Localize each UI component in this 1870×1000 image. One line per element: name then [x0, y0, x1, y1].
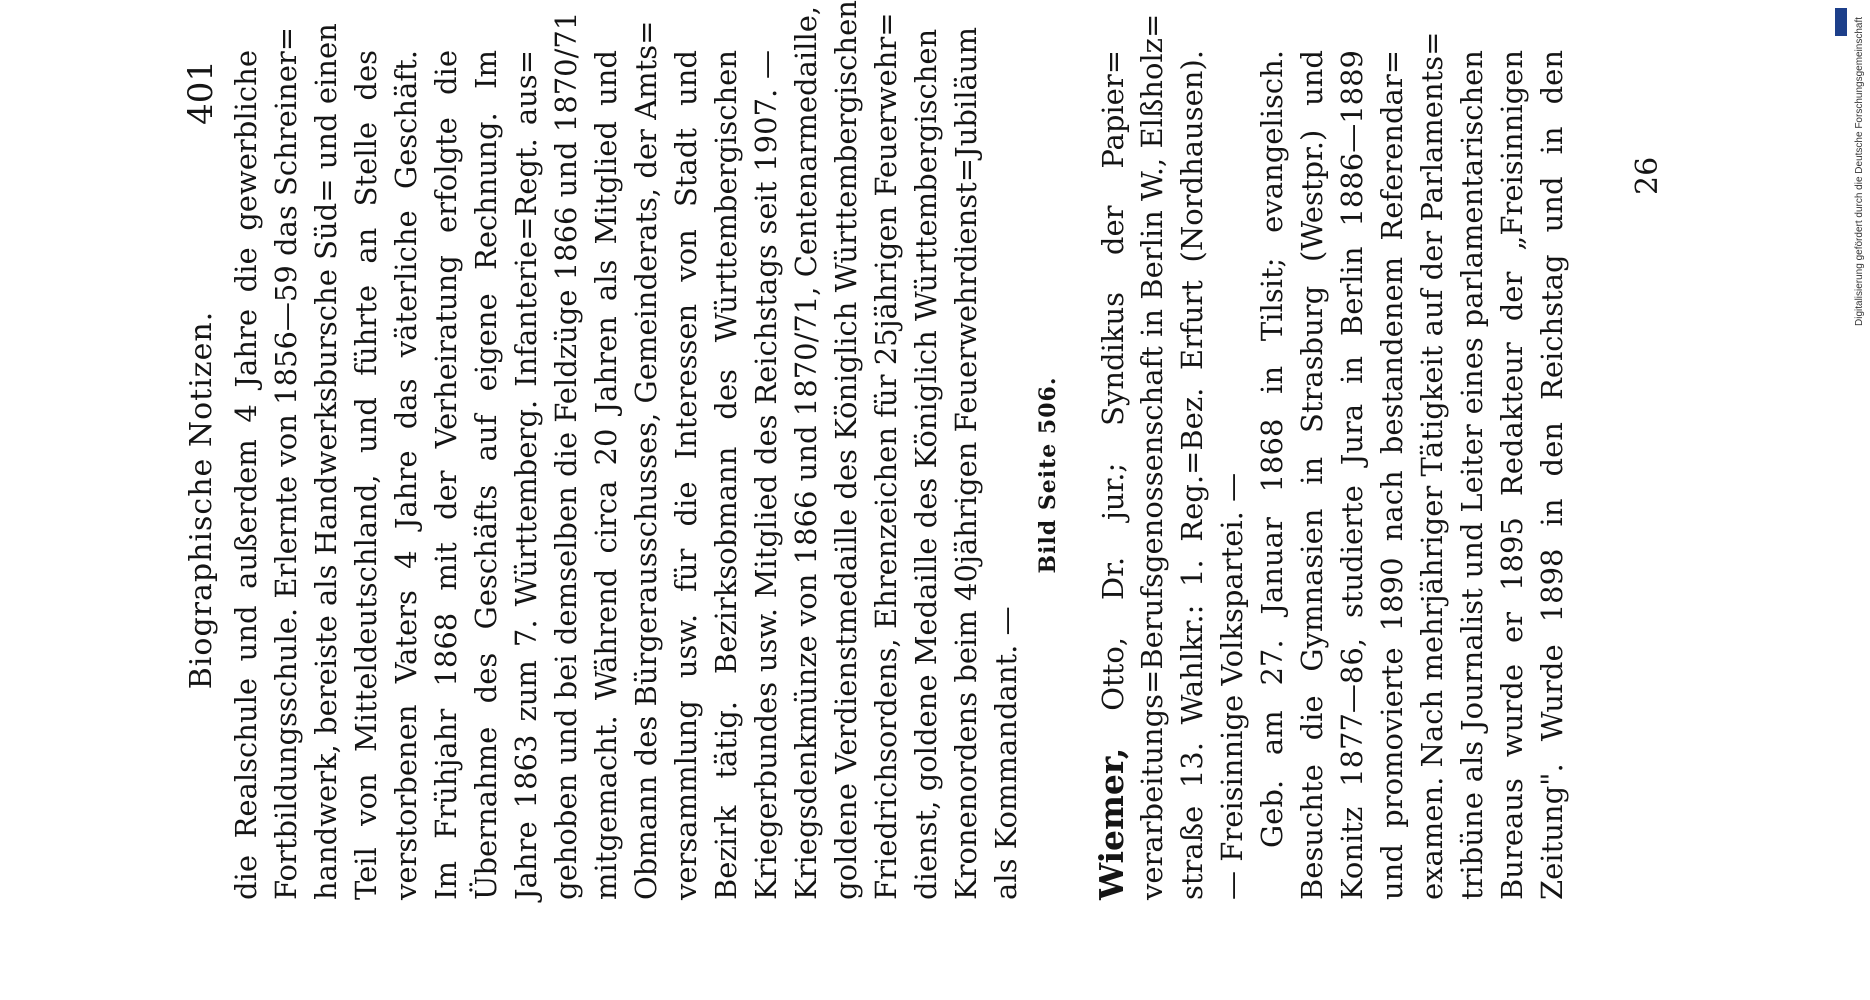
- entry-first-line-text: Otto, Dr. jur.; Syndikus der Papier=: [1096, 50, 1130, 748]
- text-line: verstorbenen Vaters 4 Jahre das väterliche Geschäft.: [389, 50, 423, 900]
- text-line: Fortbildungsschule. Erlernte von 1856—59 das Schreiner=: [269, 26, 303, 900]
- page-number: 401: [181, 60, 221, 125]
- digitization-note: [1830, 8, 1865, 328]
- text-line: als Kommandant. —: [989, 606, 1023, 900]
- text-line: Übernahme des Geschäfts auf eigene Rechnung. Im: [469, 50, 503, 900]
- text-line: die Realschule und außerdem 4 Jahre die gewerbliche: [229, 50, 263, 900]
- text-line: und promovierte 1890 nach bestandenem Referendar=: [1375, 50, 1409, 900]
- text-line: Friedrichsordens, Ehrenzeichen für 25jährigen Feuerwehr=: [869, 12, 903, 900]
- text-line: gehoben und bei demselben die Feldzüge 1866 und 1870/71: [549, 11, 583, 900]
- digitization-note-text: Digitalisierung gefördert durch die Deutsche Forschungsgemeinschaft: [1854, 16, 1865, 326]
- text-line: straße 13. Wahlkr.: 1. Reg.=Bez. Erfurt (Nordhausen).: [1175, 50, 1209, 900]
- text-line: Obmann des Bürgerausschusses, Gemeinderats, der Amts=: [629, 20, 663, 900]
- text-line: Konitz 1877—86, studierte Jura in Berlin 1886—1889: [1335, 50, 1369, 900]
- text-line: Teil von Mitteldeutschland, und führte an Stelle des: [349, 50, 383, 900]
- entry-first-line: [1092, 50, 1132, 900]
- text-line: Bezirk tätig. Bezirksobmann des Württembergischen: [709, 50, 743, 900]
- text-line: Kriegerbundes usw. Mitglied des Reichstags seit 1907. —: [749, 50, 783, 900]
- text-line: Zeitung". Wurde 1898 in den Reichstag und in den: [1535, 50, 1569, 900]
- entry-name: Wiemer,: [1092, 747, 1131, 900]
- running-head: Biographische Notizen.: [183, 310, 219, 690]
- text-line: — Freisinnige Volkspartei. —: [1215, 472, 1249, 900]
- text-line: goldene Verdienstmedaille des Königlich Württembergischen: [829, 0, 863, 900]
- text-line: versammlung usw. für die Interessen von Stadt und: [669, 50, 703, 900]
- text-line: tribüne als Journalist und Leiter eines parlamentarischen: [1455, 50, 1489, 900]
- section-gap: [1070, 50, 1092, 900]
- body-text: [226, 0, 1572, 900]
- text-line: Jahre 1863 zum 7. Württemberg. Infanterie=Regt. aus=: [509, 50, 543, 900]
- text-line: Besuchte die Gymnasien in Strasburg (Westpr.) und: [1295, 50, 1329, 900]
- text-line: Im Frühjahr 1868 mit der Verheiratung erfolgte die: [429, 50, 463, 900]
- text-line: handwerk, bereiste als Handwerksbursche Süd= und einen: [309, 23, 343, 900]
- text-line: Kronenordens beim 40jährigen Feuerwehrdienst=Jubiläum: [949, 27, 983, 900]
- signature-mark-wrap: [1630, 140, 1670, 200]
- text-line: mitgemacht. Während circa 20 Jahren als Mitglied und: [589, 50, 623, 900]
- text-line: examen. Nach mehrjähriger Tätigkeit auf der Parlaments=: [1415, 31, 1449, 900]
- text-line: Kriegsdenkmünze von 1866 und 1870/71, Centenarmedaille,: [789, 5, 823, 900]
- rotated-page-content: [176, 0, 1569, 970]
- text-line: dienst, goldene Medaille des Königlich Württembergischen: [909, 28, 943, 900]
- text-line: Bureaus wurde er 1895 Redakteur der „Freisinnigen: [1495, 50, 1529, 900]
- text-line: Geb. am 27. Januar 1868 in Tilsit; evangelisch.: [1255, 50, 1289, 848]
- text-line: verarbeitungs=Berufsgenossenschaft in Berlin W., Elßholz=: [1135, 13, 1169, 900]
- signature-mark: 26: [1630, 156, 1665, 195]
- image-caption: Bild Seite 506.: [1035, 376, 1061, 574]
